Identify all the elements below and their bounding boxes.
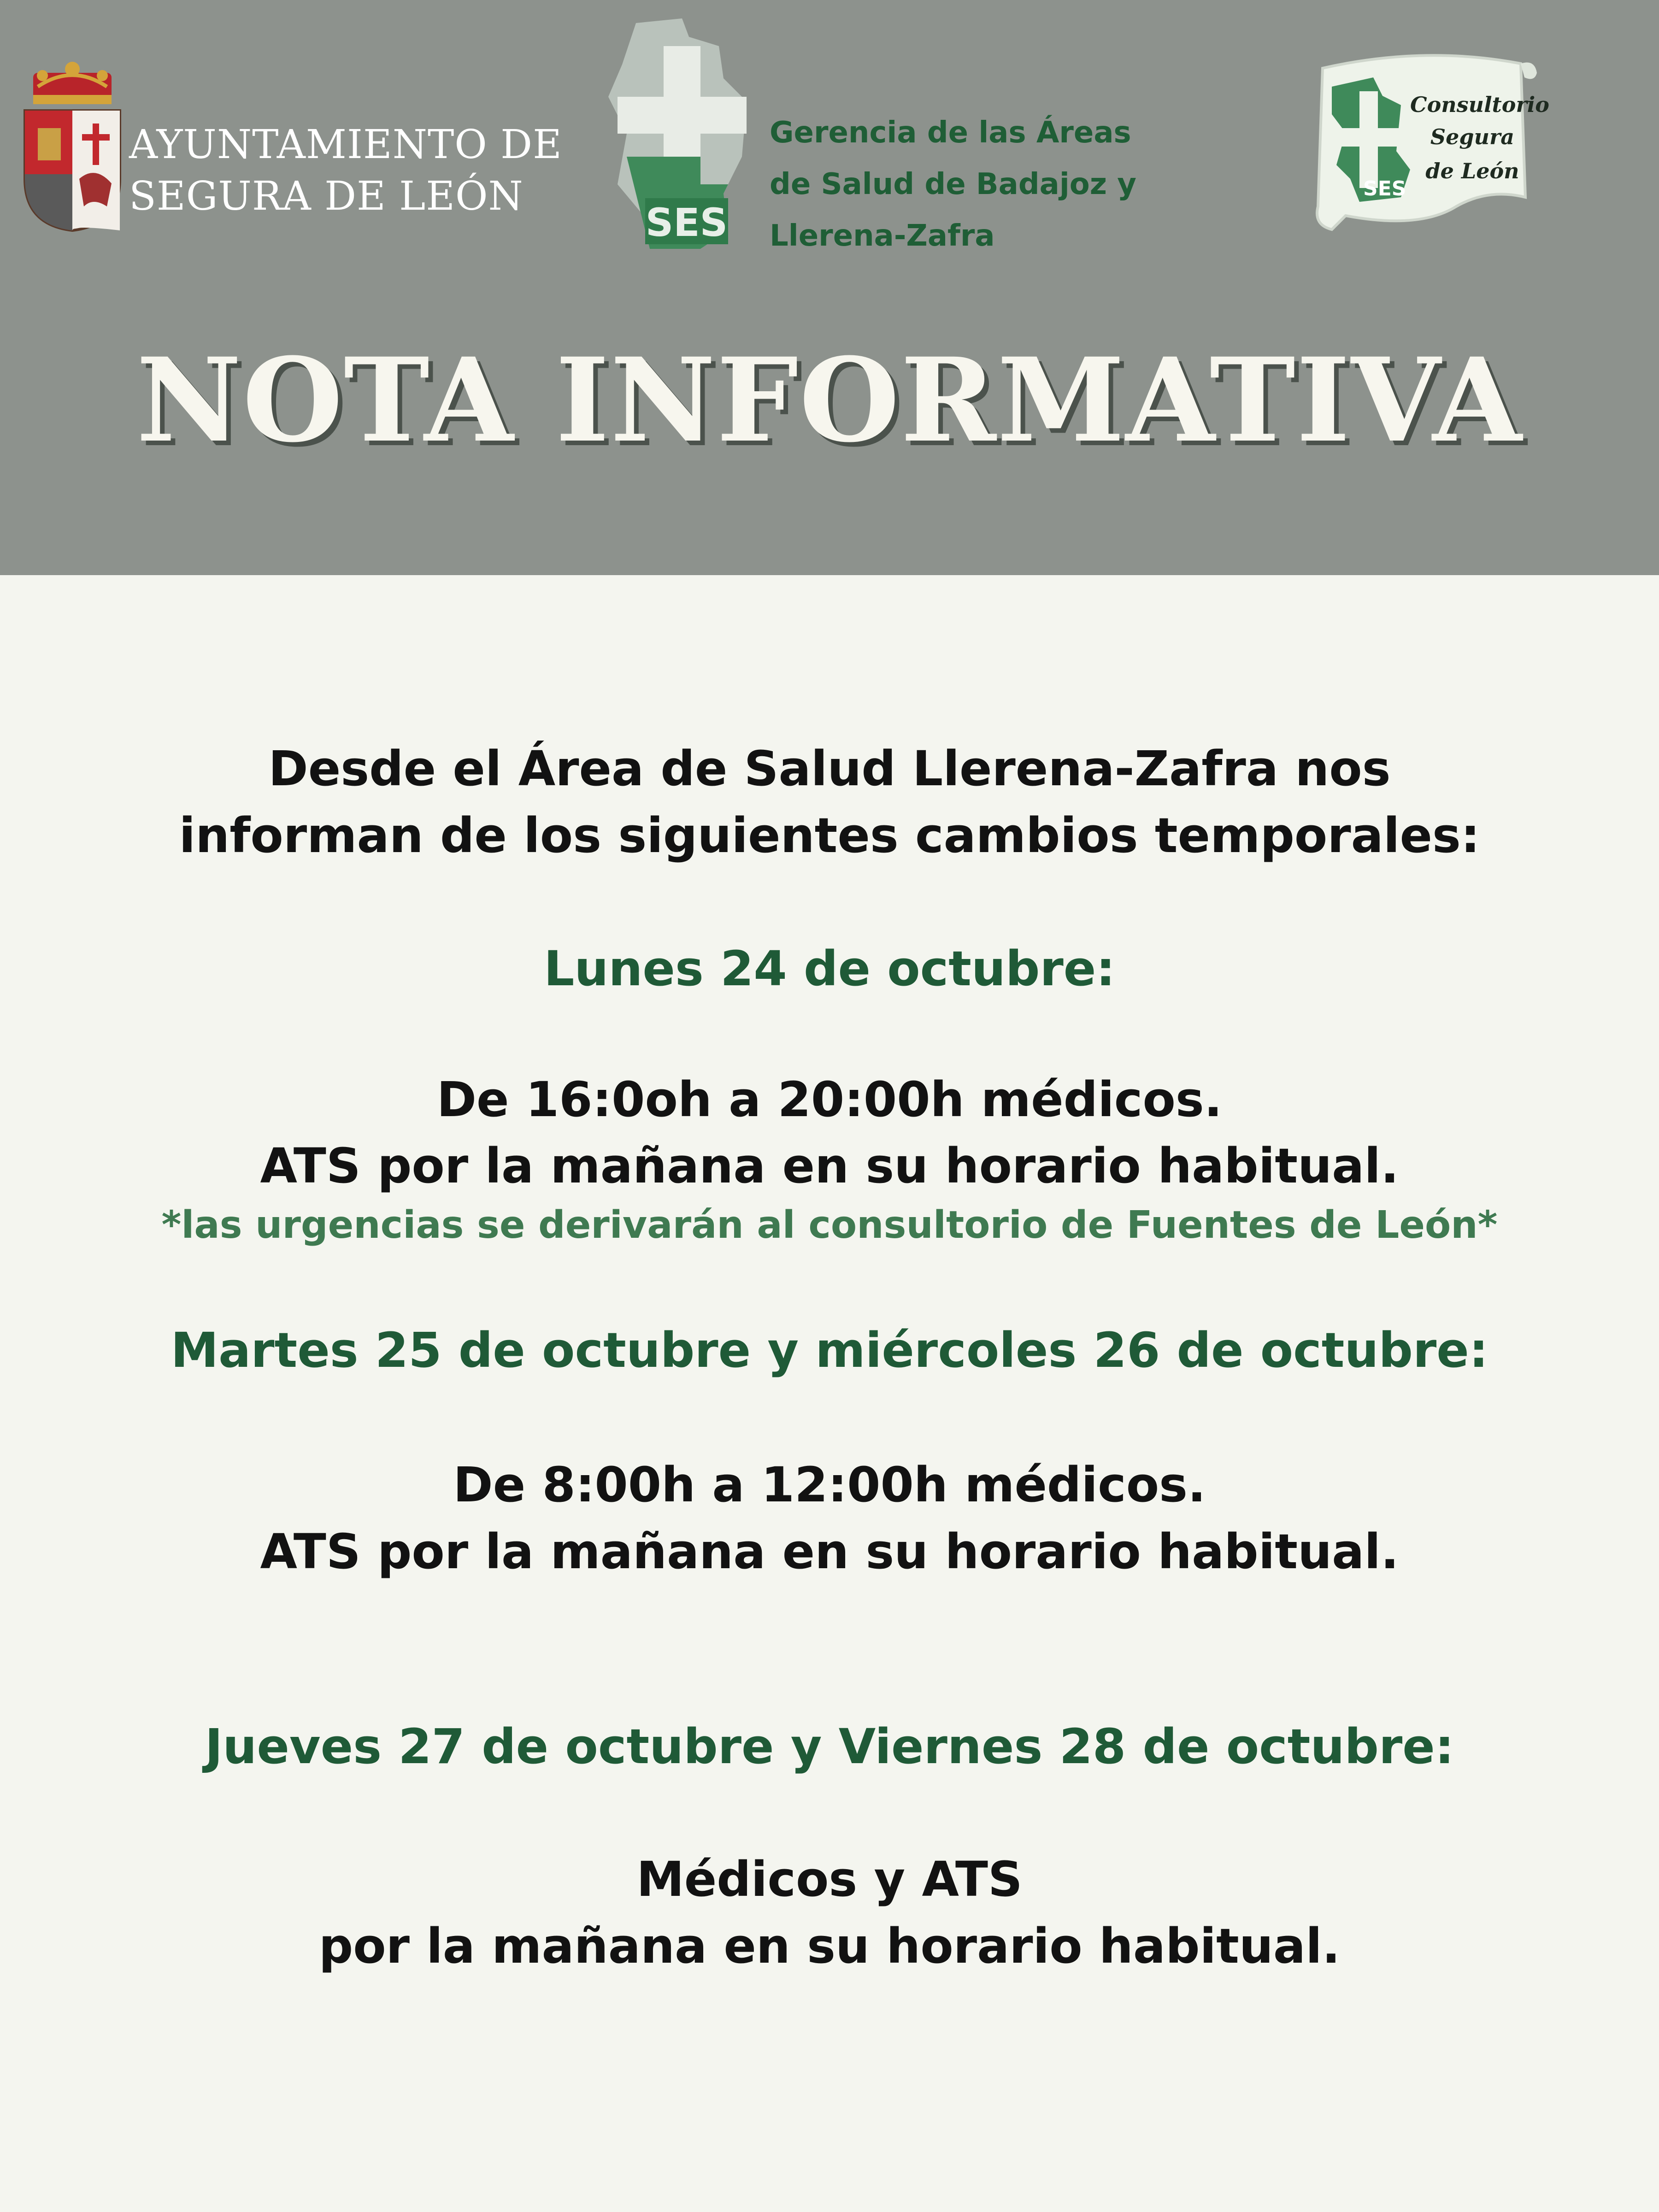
ses-gerencia-logo bbox=[608, 18, 1161, 258]
ayuntamiento-line2: SEGURA DE LEÓN bbox=[129, 173, 524, 219]
ses-line3: Llerena-Zafra bbox=[770, 219, 995, 253]
ses-line2: de Salud de Badajoz y bbox=[770, 167, 1136, 201]
intro-line2: informan de los siguientes cambios temporales: bbox=[179, 807, 1480, 864]
monday-urgent-note: *las urgencias se derivarán al consultorio de Fuentes de León* bbox=[161, 1203, 1498, 1247]
section-heading-thu-fri: Jueves 27 de octubre y Viernes 28 de octubre: bbox=[205, 1718, 1454, 1775]
page-title: NOTA INFORMATIVA bbox=[136, 332, 1523, 468]
ses-line1: Gerencia de las Áreas bbox=[770, 116, 1131, 150]
ayuntamiento-name bbox=[129, 119, 562, 222]
consultorio-ses-badge: SES bbox=[1363, 177, 1406, 200]
ayuntamiento-logo bbox=[19, 59, 562, 243]
thu-fri-line1: Médicos y ATS bbox=[636, 1851, 1023, 1907]
ses-badge: SES bbox=[645, 200, 728, 245]
thu-fri-line2: por la mañana en su horario habitual. bbox=[318, 1918, 1341, 1974]
monday-line1: De 16:0oh a 20:00h médicos. bbox=[436, 1071, 1223, 1128]
ses-gerencia-text bbox=[770, 107, 1136, 262]
coat-of-arms-icon bbox=[19, 59, 125, 234]
section-heading-monday: Lunes 24 de octubre: bbox=[544, 941, 1115, 997]
tue-wed-line2: ATS por la mañana en su horario habitual. bbox=[260, 1524, 1399, 1580]
ayuntamiento-line1: AYUNTAMIENTO DE bbox=[129, 122, 562, 168]
intro-line1: Desde el Área de Salud Llerena-Zafra nos bbox=[268, 741, 1391, 797]
header-banner bbox=[0, 0, 1659, 575]
ses-cross-icon bbox=[608, 18, 747, 249]
tue-wed-line1: De 8:00h a 12:00h médicos. bbox=[453, 1457, 1206, 1513]
consultorio-line1: Consultorio bbox=[1410, 92, 1549, 117]
monday-line2: ATS por la mañana en su horario habitual. bbox=[260, 1138, 1399, 1194]
consultorio-line2: Segura bbox=[1430, 124, 1515, 149]
consultorio-line3: de León bbox=[1425, 159, 1519, 183]
consultorio-logo bbox=[1304, 50, 1549, 243]
section-heading-tue-wed: Martes 25 de octubre y miércoles 26 de octubre: bbox=[171, 1322, 1488, 1378]
